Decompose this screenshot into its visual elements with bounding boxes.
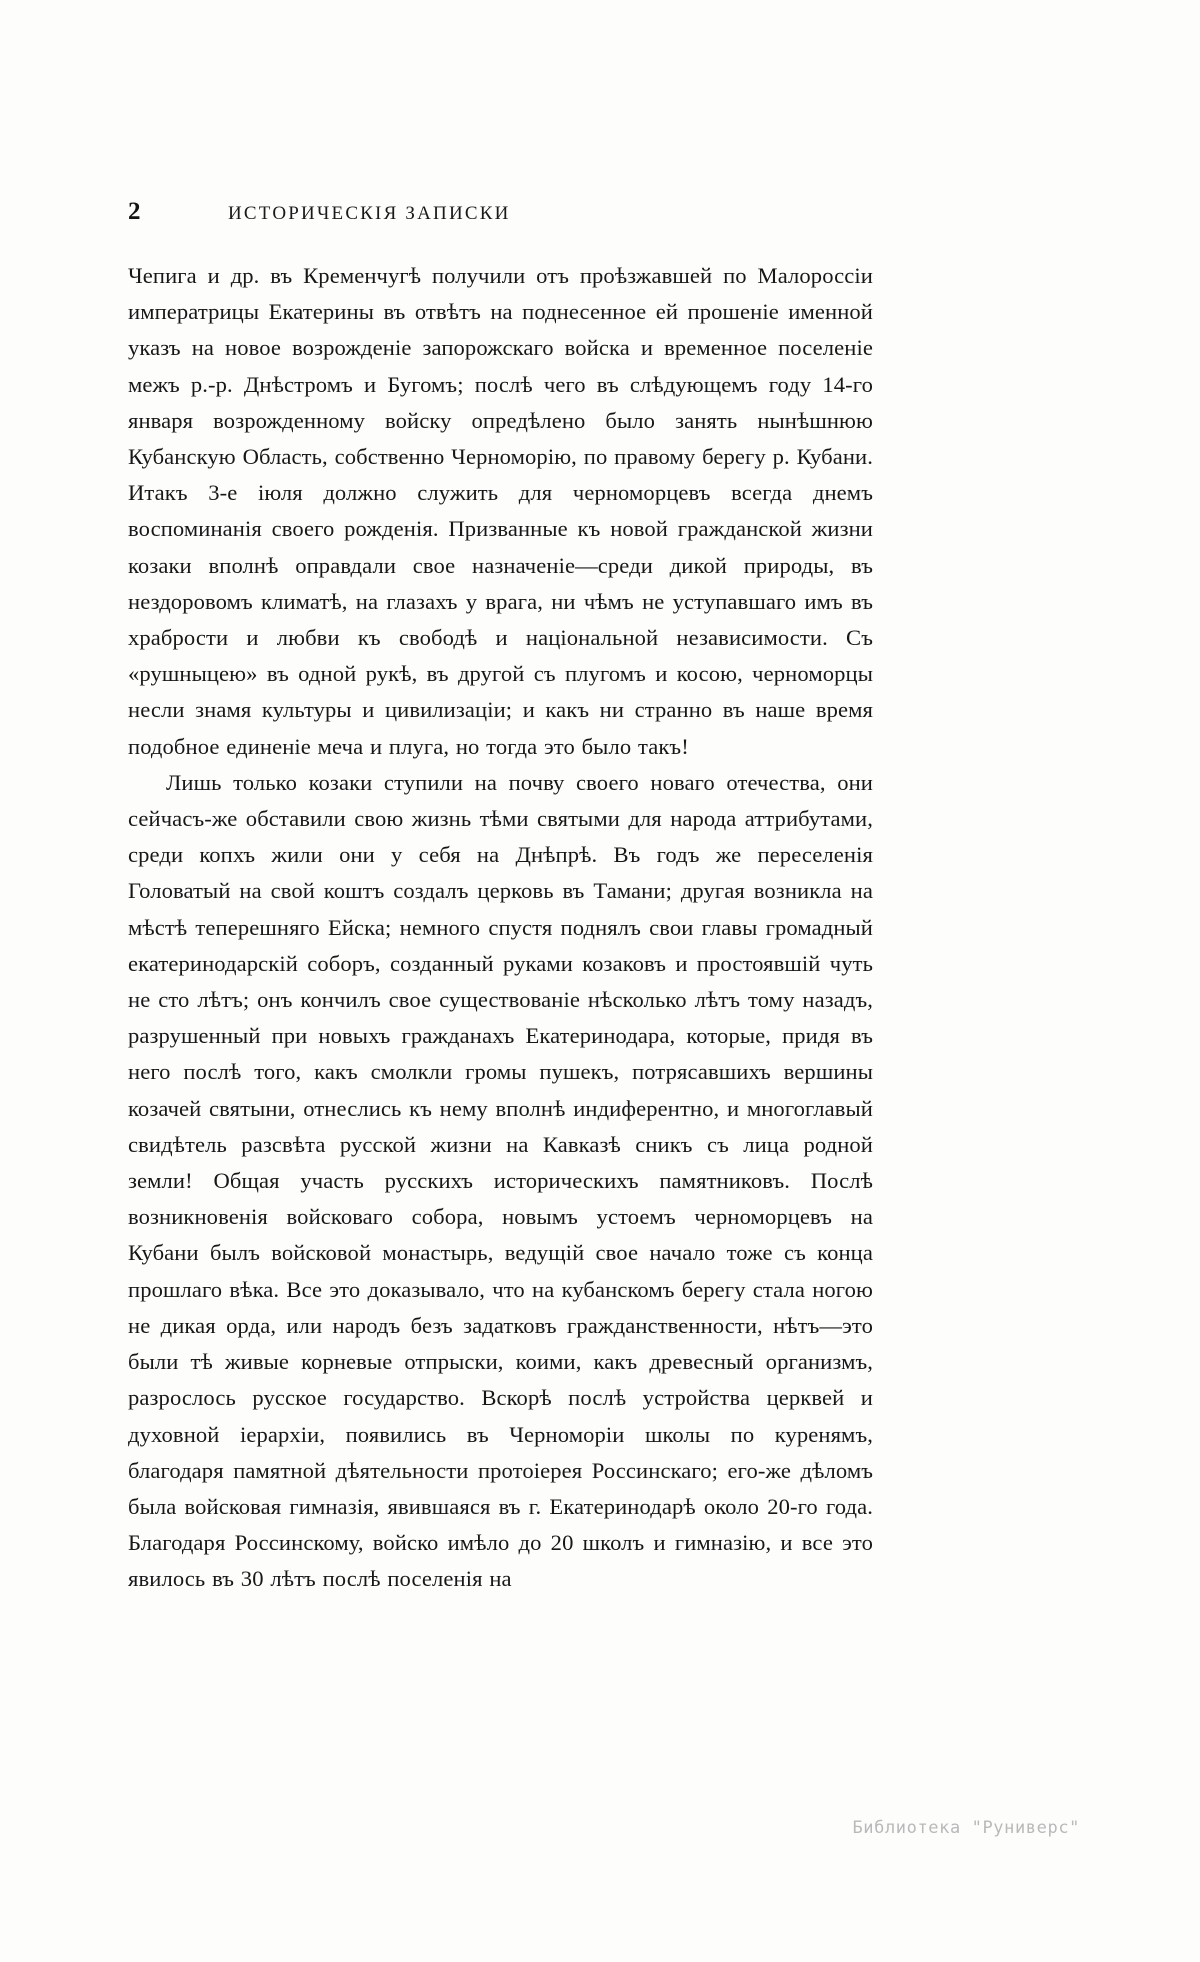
paragraph: Чепига и др. въ Кременчугѣ получили отъ проѣзжавшей по Малороссіи императрицы Екатерины въ отвѣтъ на поднесенное ей прошеніе именной указъ на новое возрожденіе запорожскаго войска и временное поселеніе межъ р.-р. Днѣстромъ и Бугомъ; послѣ чего въ слѣдующемъ году 14-го января возрожденному войску опредѣлено было занять нынѣшнюю Кубанскую Область, собственно Черноморію, по правому берегу р. Кубани. Итакъ 3-е іюля должно служить для черноморцевъ всегда днемъ воспоминанія своего рожденія. Призванные къ новой гражданской жизни козаки вполнѣ оправдали свое назначеніе—среди дикой природы, въ нездоровомъ климатѣ, на глазахъ у врага, ни чѣмъ не уступавшаго имъ въ храбрости и любви къ свободѣ и національной независимости. Съ «рушныцею» въ одной рукѣ, въ другой съ плугомъ и косою, черноморцы несли знамя культуры и цивилизаціи; и какъ ни странно въ наше время подобное единеніе меча и плуга, но тогда это было такъ! (128, 263, 873, 759)
page-header (128, 198, 873, 228)
running-head: ИСТОРИЧЕСКІЯ ЗАПИСКИ (228, 203, 511, 224)
library-watermark: Библиотека "Руниверс" (852, 1818, 1080, 1838)
page-number: 2 (128, 198, 141, 225)
body-text (128, 258, 873, 1598)
paragraph: Лишь только козаки ступили на почву своего новаго отечества, они сейчасъ-же обставили свою жизнь тѣми святыми для народа аттрибутами, среди копхъ жили они у себя на Днѣпрѣ. Въ годъ же переселенія Головатый на свой коштъ создалъ церковь въ Тамани; другая возникла на мѣстѣ теперешняго Ейска; немного спустя поднялъ свои главы громадный екатеринодарскій соборъ, созданный руками козаковъ и простоявшій чуть не сто лѣтъ; онъ кончилъ свое существованіе нѣсколько лѣтъ тому назадъ, разрушенный при новыхъ гражданахъ Екатеринодара, которые, придя въ него послѣ того, какъ смолкли громы пушекъ, потрясавшихъ вершины козачей святыни, отнеслись къ нему вполнѣ индиферентно, и многоглавый свидѣтель разсвѣта русской жизни на Кавказѣ сникъ съ лица родной земли! Общая участь русскихъ историческихъ памятниковъ. Послѣ возникновенія войсковаго собора, новымъ устоемъ черноморцевъ на Кубани былъ войсковой монастырь, ведущій свое начало тоже съ конца прошлаго вѣка. Все это доказывало, что на кубанскомъ берегу стала ногою не дикая орда, или народъ безъ задатковъ гражданственности, нѣтъ—это были тѣ живые корневые отпрыски, коими, какъ древесный организмъ, разрослось русское государство. Вскорѣ послѣ устройства церквей и духовной іерархіи, появились въ Черноморіи школы по куренямъ, благодаря памятной дѣятельности протоіерея Россинскаго; его-же дѣломъ была войсковая гимназія, явившаяся въ г. Екатеринодарѣ около 20-го года. Благодаря Россинскому, войско имѣло до 20 школъ и гимназію, и все это явилось въ 30 лѣтъ послѣ поселенія на (128, 769, 873, 1592)
